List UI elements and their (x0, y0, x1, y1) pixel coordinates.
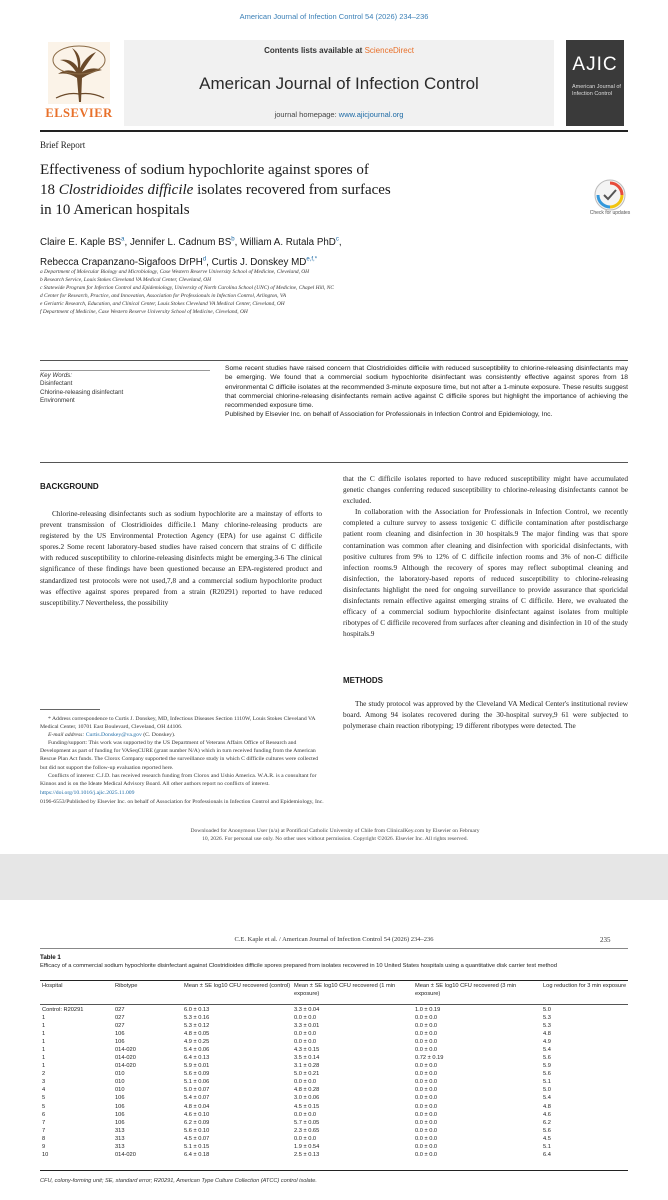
title-organism: Clostridioides difficile (58, 182, 194, 198)
three-minute-cell: 0.0 ± 0.0 (415, 1038, 438, 1045)
control-cell: 6.4 ± 0.18 (184, 1152, 210, 1158)
header-ribotype: Ribotype (115, 983, 138, 989)
footnotes (40, 715, 322, 788)
control-cell: 6.0 ± 0.13 (184, 1006, 210, 1013)
one-minute-cell: 0.0 ± 0.0 (294, 1014, 317, 1021)
ribotype-cell: 010 (115, 1071, 125, 1078)
title-line-2-start: 18 (40, 182, 59, 198)
article-type: Brief Report (40, 140, 86, 150)
keyword-3: Environment (40, 396, 75, 404)
download-notice (110, 827, 560, 843)
keywords-heading: Key Words: (40, 372, 72, 379)
control-cell: 5.6 ± 0.10 (184, 1127, 210, 1134)
homepage-prefix: journal homepage: (274, 110, 337, 119)
ribotype-cell: 014-020 (115, 1152, 136, 1158)
one-minute-cell: 2.5 ± 0.13 (294, 1152, 320, 1158)
log-reduction-cell: 4.9 (543, 1038, 551, 1045)
control-cell: 5.6 ± 0.09 (184, 1071, 210, 1078)
three-minute-cell: 0.0 ± 0.0 (415, 1095, 438, 1102)
hospital-cell: 5 (42, 1103, 46, 1110)
author-2[interactable]: Jennifer L. Cadnum $BS^b$, (129, 237, 238, 249)
background-paragraph: Chlorine-releasing disinfectants such as sodium hypochlorite are a mainstay of efforts to prevent transmission of Clostridioides difficile.1 Many chlorine-releasing products are registered by the US Environmental Protection Agency (EPA) for use against C difficile spores.2 Some recent laboratory-based studies have raised concern that strains of C difficile with reduced susceptibility to chlorine-releasing disinfects might be emerging.3-6 The clinical significance of these findings have been questioned because an EPA-registered product and standardized test protocols were not used,7,8 and a commercial sodium hypochlorite product was effective against spores prepared from a strain (R20291) reported to have reduced susceptibility.7 Nevertheless, the possibility (40, 509, 322, 607)
one-minute-cell: 4.8 ± 0.28 (294, 1087, 320, 1094)
keyword-1: Disinfectant (40, 380, 73, 388)
ribotype-cell: 106 (115, 1111, 125, 1118)
affiliations (40, 268, 630, 317)
download-line-2: 10, 2026. For personal use only. No other uses without permission. Copyright ©2026. Elsevier Inc. All rights reserved. (202, 836, 468, 842)
table-row (40, 1022, 628, 1030)
publisher-logo[interactable] (40, 40, 118, 126)
author-2-name: Jennifer L. Cadnum BS (129, 237, 232, 249)
control-cell: 6.2 ± 0.09 (184, 1119, 210, 1126)
abstract-publisher: Published by Elsevier Inc. on behalf of Association for Professionals in Infection Control and Epidemiology, Inc. (225, 411, 553, 419)
table-row (40, 1103, 628, 1111)
table-row (40, 1038, 628, 1046)
three-minute-cell: 0.0 ± 0.0 (415, 1071, 438, 1078)
footnote-email-line (40, 731, 322, 739)
keywords-rule (40, 370, 210, 371)
ribotype-cell: 010 (115, 1087, 125, 1094)
journal-title-box (124, 40, 554, 126)
control-cell: 5.0 ± 0.07 (184, 1087, 210, 1094)
table-row (40, 1094, 628, 1102)
table-row (40, 1006, 628, 1014)
check-for-updates-icon[interactable] (593, 178, 627, 212)
log-reduction-cell: 6.4 (543, 1152, 551, 1158)
header-one-minute: Mean ± SE log10 CFU recovered (1 min exposure) (294, 983, 396, 997)
affiliation-f: f Department of Medicine, Case Western Reserve University School of Medicine, Cleveland, OH (40, 309, 248, 316)
abstract-bottom-rule (40, 462, 628, 463)
author-4-name: Rebecca Crapanzano-Sigafoos DrPH (40, 256, 203, 268)
title-line-2 (40, 180, 510, 200)
hospital-cell: 7 (42, 1119, 46, 1126)
three-minute-cell: 0.0 ± 0.0 (415, 1022, 438, 1029)
title-line-2-end: isolates recovered from surfaces (193, 182, 391, 198)
header-control: Mean ± SE log10 CFU recovered (control) (184, 983, 291, 989)
author-4[interactable]: Rebecca Crapanzano-Sigafoos DrPH$^d$, (40, 256, 209, 268)
author-2-affil[interactable]: b (231, 237, 235, 243)
log-reduction-cell: 5.6 (543, 1071, 551, 1078)
table-body (40, 1006, 628, 1159)
three-minute-cell: 1.0 ± 0.19 (415, 1006, 441, 1013)
table-bottom-rule (40, 1170, 628, 1171)
hospital-cell: 1 (42, 1030, 46, 1037)
sciencedirect-link[interactable]: ScienceDirect (364, 46, 414, 55)
three-minute-cell: 0.0 ± 0.0 (415, 1014, 438, 1021)
right-paragraph-2: In collaboration with the Association for Professionals in Infection Control, we recently completed a culture survey to assess toxigenic C difficile contamination after postdischarge patient room cleaning and disinfection in 30 hospitals.9 The major finding was that spore contamination was common after cleaning and disinfection with sporicidal disinfectants, with positive cultures from 9% to 12% of C difficile infection rooms and 3% of non-C difficile infection rooms.9 Although the recovery of spores may reflect suboptimal cleaning and disinfection, the laboratory-based reports of reduced susceptibility to chlorine-releasing disinfectants highlight the need for ongoing surveillance to provide assurance that sporicidal disinfectants remain effective against emerging strains of C difficile. Here, we evaluated the efficacy of a commercial sodium hypochlorite disinfectant against isolates from multiple ribotypes of C difficile recovered from surfaces after cleaning and disinfection in 10 of the study hospitals.9 (343, 507, 628, 639)
footnote-address: * Address correspondence to Curtis J. Donskey, MD, Infectious Diseases Section 1110W, Louis Stokes Cleveland VA Medical Center, 10701 East Boulevard, Cleveland, OH 44106. (40, 716, 316, 731)
one-minute-cell: 3.1 ± 0.28 (294, 1063, 320, 1070)
journal-citation[interactable]: American Journal of Infection Control 54 (2026) 234–236 (239, 12, 429, 21)
log-reduction-cell: 5.3 (543, 1022, 551, 1029)
abstract (225, 364, 628, 420)
hospital-cell: 2 (42, 1071, 46, 1078)
three-minute-cell: 0.0 ± 0.0 (415, 1079, 438, 1086)
table-header-row (40, 982, 628, 1004)
three-minute-cell: 0.72 ± 0.19 (415, 1055, 444, 1062)
author-4-affil[interactable]: d (202, 256, 207, 263)
control-cell: 5.3 ± 0.16 (184, 1014, 210, 1021)
author-1-affil[interactable]: a (121, 237, 125, 243)
three-minute-cell: 0.0 ± 0.0 (415, 1127, 438, 1134)
table-row (40, 1111, 628, 1119)
control-cell: 5.1 ± 0.06 (184, 1079, 210, 1086)
issn-line: 0196-6553/Published by Elsevier Inc. on behalf of Association for Professionals in Infection Control and Epidemiology, Inc. (40, 798, 324, 805)
three-minute-cell: 0.0 ± 0.0 (415, 1152, 438, 1158)
page-separator (0, 854, 668, 900)
log-reduction-cell: 6.2 (543, 1119, 551, 1126)
ribotype-cell: 010 (115, 1079, 125, 1086)
table-row (40, 1151, 628, 1159)
one-minute-cell: 5.0 ± 0.21 (294, 1071, 320, 1078)
log-reduction-cell: 5.4 (543, 1046, 551, 1053)
control-cell: 6.4 ± 0.13 (184, 1055, 210, 1062)
footnote-email-link[interactable]: Curtis.Donskey@va.gov (85, 732, 142, 739)
homepage-link[interactable]: www.ajicjournal.org (338, 110, 404, 119)
ribotype-cell: 313 (115, 1127, 125, 1134)
hospital-cell: Control: R20291 (42, 1006, 84, 1013)
footnote-conflicts: Conflicts of interest: C.J.D. has received research funding from Clorox and Ushio America. W.A.R. is a consultant for Kinnos and is on the Ideate Medical Advisory Board. All other authors report no conflicts of interest. (40, 772, 317, 787)
header-log-reduction: Log reduction for 3 min exposure (543, 983, 627, 989)
abstract-body: Some recent studies have raised concern that Clostridioides difficile with reduced susceptibility to chlorine-releasing disinfectants may be emerging. We found that a commercial sodium hypochlorite disinfectant was consistently effective against spores from 18 environmental C difficile isolates at the recommended 3-minute exposure time, but not after a 1-minute exposure. These results suggest that commercial chlorine-releasing disinfectants remain active against C difficile spores but highlight the importance of achieving the recommended exposure time. (225, 365, 628, 410)
table-row (40, 1014, 628, 1022)
ribotype-cell: 106 (115, 1103, 125, 1110)
elsevier-wordmark: ELSEVIER (45, 106, 113, 120)
log-reduction-cell: 5.3 (543, 1014, 551, 1021)
title-line-1: Effectiveness of sodium hypochlorite against spores of (40, 162, 369, 178)
author-list (40, 232, 630, 271)
table-row (40, 1119, 628, 1127)
three-minute-cell: 0.0 ± 0.0 (415, 1030, 438, 1037)
ribotype-cell: 014-020 (115, 1063, 136, 1070)
footnote-funding: Funding/support: This work was supported by the US Department of Veterans Affairs Office of Research and Development as part of funding for VASeqCURE (grant number N/A) which in turn received funding from the American Rescue Plan Act funds. The Clorox Company supported the surveillance study in which C difficile cultures were collected but did not support the follow-up evaluation reported here. (40, 740, 319, 771)
hospital-cell: 1 (42, 1038, 46, 1045)
hospital-cell: 1 (42, 1014, 46, 1021)
three-minute-cell: 0.0 ± 0.0 (415, 1111, 438, 1118)
ribotype-cell: 014-020 (115, 1046, 136, 1053)
keywords-block (40, 372, 210, 405)
methods-paragraph: The study protocol was approved by the Cleveland VA Medical Center's institutional review board. Among 94 isolates recovered during the 30-hospital survey,9 61 were subjected to polymerase chain reaction ribotyping; 19 different ribotypes were detected. The (343, 699, 628, 731)
control-cell: 5.4 ± 0.07 (184, 1095, 210, 1102)
author-3-affil[interactable]: c (335, 237, 339, 243)
background-heading: BACKGROUND (40, 482, 99, 491)
control-cell: 4.8 ± 0.05 (184, 1030, 210, 1037)
ribotype-cell: 106 (115, 1119, 125, 1126)
three-minute-cell: 0.0 ± 0.0 (415, 1119, 438, 1126)
one-minute-cell: 0.0 ± 0.0 (294, 1030, 317, 1037)
one-minute-cell: 3.3 ± 0.04 (294, 1006, 320, 1013)
author-1[interactable]: Claire E. Kaple $BS^a$, (40, 237, 128, 249)
page-number: 235 (600, 936, 611, 944)
table-row (40, 1078, 628, 1086)
log-reduction-cell: 5.1 (543, 1143, 551, 1150)
table-row (40, 1062, 628, 1070)
log-reduction-cell: 4.5 (543, 1135, 551, 1142)
elsevier-tree-icon (48, 42, 110, 104)
author-5-affil[interactable]: e,f,* (306, 256, 318, 263)
ribotype-cell: 106 (115, 1038, 125, 1045)
homepage-line (124, 110, 554, 119)
hospital-cell: 10 (42, 1152, 49, 1158)
hospital-cell: 9 (42, 1143, 46, 1150)
log-reduction-cell: 5.4 (543, 1095, 551, 1102)
download-line-1: Downloaded for Anonymous User (n/a) at Pontifical Catholic University of Chile from ClinicalKey.com by Elsevier on February (190, 828, 480, 834)
affiliation-d: d Center for Research, Practice, and Innovation, Association for Professionals in Infection Control, Arlington, VA (40, 293, 286, 300)
article-title (40, 160, 510, 220)
ribotype-cell: 313 (115, 1135, 125, 1142)
running-head: C.E. Kaple et al. / American Journal of Infection Control 54 (2026) 234–236 (234, 936, 434, 943)
affiliation-a: a Department of Molecular Biology and Microbiology, Case Western Reserve University School of Medicine, Cleveland, OH (40, 269, 310, 275)
author-line-1 (40, 232, 630, 251)
right-paragraph-1: that the C difficile isolates reported to have reduced susceptibility might have accumulated genetic changes conferring reduced susceptibility to chlorine-releasing disinfectants cannot be excluded. (343, 474, 628, 506)
check-updates-label: Check for updates (589, 210, 631, 216)
hospital-cell: 3 (42, 1079, 46, 1086)
journal-cover-logo[interactable] (566, 40, 624, 126)
doi-block (40, 789, 460, 806)
table-label: Table 1 (40, 954, 61, 961)
table-row (40, 1135, 628, 1143)
ribotype-cell: 106 (115, 1095, 125, 1102)
ribotype-cell: 313 (115, 1143, 125, 1150)
table-caption: Efficacy of a commercial sodium hypochlorite disinfectant against Clostridioides difficile spores prepared from isolates recovered in 10 United States hospitals using a quantitative disk carrier test method (40, 963, 557, 969)
footnote-email-label: E-mail address: (48, 732, 85, 739)
journal-title: American Journal of Infection Control (199, 74, 479, 93)
ribotype-cell: 106 (115, 1030, 125, 1037)
log-reduction-cell: 5.6 (543, 1127, 551, 1134)
hospital-cell: 4 (42, 1087, 46, 1094)
ribotype-cell: 027 (115, 1014, 125, 1021)
author-3-name: William A. Rutala PhD (240, 237, 336, 249)
log-reduction-cell: 5.1 (543, 1079, 551, 1086)
methods-heading: METHODS (343, 676, 383, 685)
ribotype-cell: 027 (115, 1006, 125, 1013)
title-line-3: in 10 American hospitals (40, 202, 190, 218)
hospital-cell: 8 (42, 1135, 46, 1142)
hospital-cell: 5 (42, 1095, 46, 1102)
author-5-name: Curtis J. Donskey MD (211, 256, 307, 268)
log-reduction-cell: 4.8 (543, 1103, 551, 1110)
one-minute-cell: 0.0 ± 0.0 (294, 1079, 317, 1086)
one-minute-cell: 0.0 ± 0.0 (294, 1135, 317, 1142)
header-three-minute: Mean ± SE log10 CFU recovered (3 min exposure) (415, 983, 517, 997)
one-minute-cell: 0.0 ± 0.0 (294, 1038, 317, 1045)
author-5[interactable] (212, 257, 317, 268)
hospital-cell: 1 (42, 1055, 46, 1062)
control-cell: 4.5 ± 0.07 (184, 1135, 210, 1142)
log-reduction-cell: 4.6 (543, 1111, 551, 1118)
control-cell: 4.9 ± 0.25 (184, 1038, 210, 1045)
author-3[interactable]: William A. Rutala PhD$^c$, (240, 237, 342, 249)
abstract-top-rule (40, 360, 628, 361)
contents-prefix: Contents lists available at (264, 46, 363, 55)
results-table (40, 982, 628, 1159)
hospital-cell: 6 (42, 1111, 46, 1118)
one-minute-cell: 0.0 ± 0.0 (294, 1111, 317, 1118)
one-minute-cell: 3.5 ± 0.14 (294, 1055, 320, 1062)
three-minute-cell: 0.0 ± 0.0 (415, 1087, 438, 1094)
three-minute-cell: 0.0 ± 0.0 (415, 1143, 438, 1150)
one-minute-cell: 1.9 ± 0.54 (294, 1143, 320, 1150)
table-row (40, 1070, 628, 1078)
log-reduction-cell: 5.0 (543, 1087, 551, 1094)
hospital-cell: 1 (42, 1022, 46, 1029)
one-minute-cell: 3.3 ± 0.01 (294, 1022, 320, 1029)
author-1-name: Claire E. Kaple BS (40, 237, 122, 249)
contents-line (124, 46, 554, 55)
keyword-2: Chlorine-releasing disinfectant (40, 388, 124, 396)
header-hospital: Hospital (42, 983, 63, 989)
log-reduction-cell: 5.6 (543, 1055, 551, 1062)
one-minute-cell: 4.3 ± 0.15 (294, 1046, 320, 1053)
control-cell: 4.6 ± 0.10 (184, 1111, 210, 1118)
one-minute-cell: 5.7 ± 0.05 (294, 1119, 320, 1126)
one-minute-cell: 2.3 ± 0.65 (294, 1127, 320, 1134)
control-cell: 4.8 ± 0.04 (184, 1103, 210, 1110)
footnote-email-suffix: (C. Donskey). (143, 732, 176, 739)
table-row (40, 1046, 628, 1054)
table-row (40, 1086, 628, 1094)
ajic-logo-subtitle: American Journal of Infection Control (572, 84, 621, 97)
affiliation-e: e Geriatric Research, Education, and Clinical Center, Louis Stokes Cleveland VA Medical Center, Cleveland, OH (40, 301, 285, 308)
journal-masthead (40, 40, 624, 126)
table-row (40, 1030, 628, 1038)
log-reduction-cell: 5.9 (543, 1063, 551, 1070)
table-header-rule (40, 1004, 628, 1005)
ajic-logo-text: AJIC (572, 54, 618, 75)
ribotype-cell: 027 (115, 1022, 125, 1029)
doi-link[interactable]: https://doi.org/10.1016/j.ajic.2025.11.009 (40, 790, 135, 796)
table-row (40, 1054, 628, 1062)
control-cell: 5.9 ± 0.01 (184, 1063, 210, 1070)
masthead-rule (40, 130, 628, 132)
footnote-rule (40, 709, 100, 710)
control-cell: 5.4 ± 0.06 (184, 1046, 210, 1053)
hospital-cell: 1 (42, 1046, 46, 1053)
one-minute-cell: 3.0 ± 0.06 (294, 1095, 320, 1102)
hospital-cell: 7 (42, 1127, 46, 1134)
hospital-cell: 1 (42, 1063, 46, 1070)
running-head-rule (40, 948, 628, 949)
log-reduction-cell: 4.8 (543, 1030, 551, 1037)
three-minute-cell: 0.0 ± 0.0 (415, 1046, 438, 1053)
table-top-rule (40, 980, 628, 981)
affiliation-b: b Research Service, Louis Stokes Cleveland VA Medical Center, Cleveland, OH (40, 277, 212, 284)
right-column (343, 473, 628, 639)
affiliation-c: c Statewide Program for Infection Control and Epidemiology, University of North Carolina School (UNC) of Medicine, Chapel Hill, NC (40, 285, 334, 292)
ribotype-cell: 014-020 (115, 1055, 136, 1062)
log-reduction-cell: 5.0 (543, 1006, 551, 1013)
article-page-2 (0, 900, 668, 1200)
table-row (40, 1127, 628, 1135)
one-minute-cell: 4.5 ± 0.15 (294, 1103, 320, 1110)
control-cell: 5.3 ± 0.12 (184, 1022, 210, 1029)
control-cell: 5.1 ± 0.15 (184, 1143, 210, 1150)
three-minute-cell: 0.0 ± 0.0 (415, 1135, 438, 1142)
three-minute-cell: 0.0 ± 0.0 (415, 1063, 438, 1070)
table-footnote: CFU, colony-forming unit; SE, standard error; R20291, American Type Culture Collection (ATCC) control isolate. (40, 1178, 317, 1184)
table-row (40, 1143, 628, 1151)
three-minute-cell: 0.0 ± 0.0 (415, 1103, 438, 1110)
